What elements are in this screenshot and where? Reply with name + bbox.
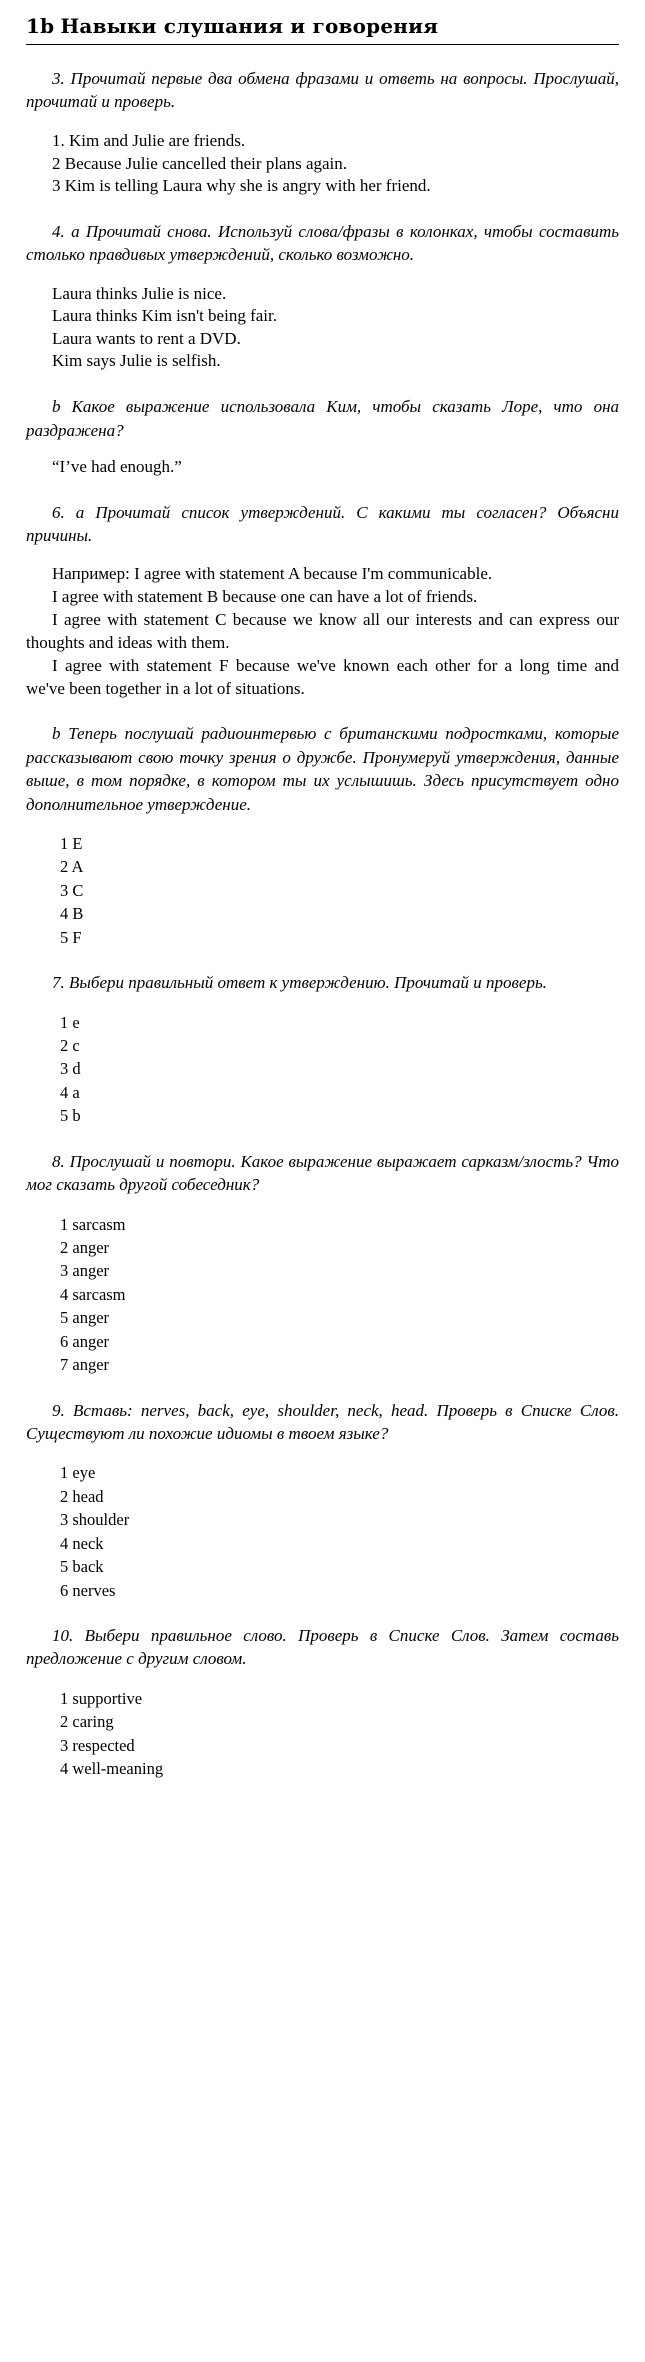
answer-paragraph: I agree with statement C because we know all our interests and can express our thoughts and ideas with them.: [26, 609, 619, 652]
task-6b: [26, 722, 619, 949]
task-10: [26, 1624, 619, 1781]
task-4b: [26, 395, 619, 479]
answer-line: Laura thinks Kim isn't being fair.: [52, 306, 277, 326]
answer-line: 4 well-meaning: [60, 1759, 164, 1779]
answer-line: 2 caring: [60, 1712, 114, 1732]
answer-line: 7 anger: [60, 1355, 110, 1375]
task-6a-answers: [26, 562, 619, 701]
task-9: [26, 1399, 619, 1602]
answer-line: 3 d: [60, 1059, 81, 1079]
answer-line: 2 head: [60, 1486, 104, 1506]
task-8: [26, 1150, 619, 1377]
task-9-answers: [26, 1461, 619, 1602]
answer-line: 1 supportive: [60, 1688, 143, 1708]
task-10-prompt: 10. Выбери правильное слово. Проверь в Списке Слов. Затем составь предложение с другим словом.: [26, 1625, 619, 1669]
answer-line: 4 sarcasm: [60, 1284, 126, 1304]
answer-line: 4 B: [60, 904, 84, 924]
answer-line: 1 sarcasm: [60, 1214, 126, 1234]
task-6a-prompt: 6. a Прочитай список утверждений. С какими ты согласен? Объясни причины.: [26, 502, 619, 546]
answer-line: 1 E: [60, 833, 83, 853]
task-4a: [26, 220, 619, 373]
task-7-prompt: 7. Выбери правильный ответ к утверждению. Прочитай и проверь.: [52, 973, 547, 993]
answer-line: 5 back: [60, 1557, 104, 1577]
task-4a-answers: [26, 283, 619, 373]
unit-title: Навыки слушания и говорения: [60, 14, 439, 38]
answer-line: 1 eye: [60, 1463, 96, 1483]
answer-line: 4 a: [60, 1082, 80, 1102]
task-8-answers: [26, 1213, 619, 1377]
task-4a-prompt: 4. a Прочитай снова. Используй слова/фразы в колонках, чтобы составить столько правдивых утверждений, сколько возможно.: [26, 221, 619, 265]
answer-line: 5 F: [60, 927, 82, 947]
answer-line: 3 respected: [60, 1735, 135, 1755]
task-7-answers: [26, 1011, 619, 1128]
answer-line: Laura thinks Julie is nice.: [52, 283, 227, 303]
answer-line: 5 b: [60, 1106, 81, 1126]
page-title: [26, 14, 619, 45]
answer-line: 3 Kim is telling Laura why she is angry with her friend.: [52, 176, 431, 196]
task-4b-answer: “I’ve had enough.”: [52, 456, 182, 476]
task-3-prompt: 3. Прочитай первые два обмена фразами и ответь на вопросы. Прослушай, прочитай и проверь.: [26, 69, 619, 112]
task-6b-prompt: b Теперь послушай радиоинтервью с британскими подростками, которые рассказывают свою точку зрения о дружбе. Пронумеруй утверждения, данные выше, в том порядке, в котором ты их услышишь. Здесь присутствует одно дополнительное утверждение.: [26, 724, 619, 814]
answer-line: 6 anger: [60, 1331, 110, 1351]
task-3-answers: [26, 130, 619, 198]
answer-line: 3 C: [60, 880, 84, 900]
answer-line: Laura wants to rent a DVD.: [52, 328, 241, 348]
answer-paragraph: I agree with statement B because one can have a lot of friends.: [52, 586, 478, 606]
answer-line: 2 A: [60, 857, 84, 877]
answer-line: Kim says Julie is selfish.: [52, 351, 221, 371]
task-8-prompt: 8. Прослушай и повтори. Какое выражение выражает сарказм/злость? Что мог сказать другой собеседник?: [26, 1151, 619, 1195]
answer-line: 3 shoulder: [60, 1510, 130, 1530]
task-6a: [26, 501, 619, 701]
answer-line: 4 neck: [60, 1533, 104, 1553]
answer-line: 6 nerves: [60, 1580, 116, 1600]
answer-paragraph: I agree with statement F because we've known each other for a long time and we've been together in a lot of situations.: [26, 655, 619, 699]
answer-line: 3 anger: [60, 1261, 110, 1281]
task-9-prompt: 9. Вставь: nerves, back, eye, shoulder, neck, head. Проверь в Списке Слов. Существуют ли похожие идиомы в твоем языке?: [26, 1400, 619, 1443]
task-7: [26, 971, 619, 1128]
answer-line: 1 e: [60, 1012, 80, 1032]
answer-line: 2 anger: [60, 1237, 110, 1257]
unit-number: 1b: [26, 14, 55, 38]
answer-line: 2 c: [60, 1035, 80, 1055]
task-3: [26, 67, 619, 198]
task-10-answers: [26, 1687, 619, 1781]
answer-line: 2 Because Julie cancelled their plans again.: [52, 153, 348, 173]
answer-paragraph: Например: I agree with statement A because I'm communicable.: [52, 563, 493, 583]
answer-line: 5 anger: [60, 1308, 110, 1328]
task-6b-answers: [26, 832, 619, 949]
answer-line: 1. Kim and Julie are friends.: [52, 130, 246, 150]
task-4b-prompt: b Какое выражение использовала Ким, чтобы сказать Лоре, что она раздражена?: [26, 397, 619, 440]
